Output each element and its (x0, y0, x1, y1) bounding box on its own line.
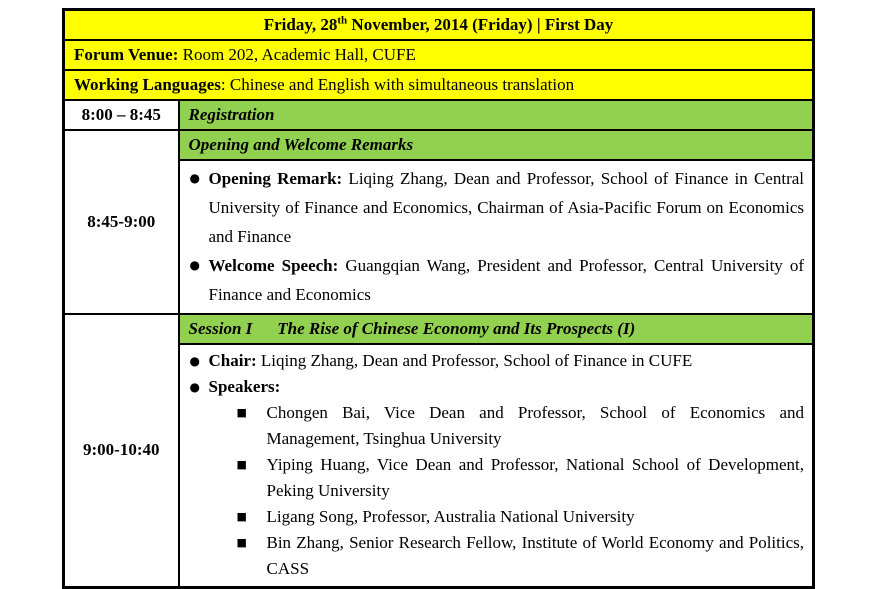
date-ordinal-superscript: th (337, 14, 348, 27)
speaker-text: Bin Zhang, Senior Research Fellow, Institute of World Economy and Politics, CASS (266, 532, 804, 578)
bullet-icon: ● (189, 257, 200, 272)
session1-label: Session I (188, 318, 253, 338)
bullet-icon: ● (189, 170, 200, 185)
agenda-item-chair (180, 348, 805, 374)
day-title-text: Friday, 28 (263, 14, 338, 34)
agenda-item-speakers (180, 374, 805, 400)
square-bullet-icon: ■ (236, 405, 247, 419)
chair-value: Liqing Zhang, Dean and Professor, School of Finance in CUFE (256, 350, 693, 370)
square-bullet-icon: ■ (236, 457, 247, 471)
registration-row (64, 100, 814, 130)
session1-title: The Rise of Chinese Economy and Its Prospects (I) (277, 318, 636, 338)
speakers-label: Speakers: (208, 376, 281, 396)
forum-venue-row (64, 40, 814, 70)
welcome-speech-value: Guangqian Wang, President and Professor, Central University of Finance and Economics (208, 255, 804, 304)
day-title-row (64, 10, 814, 40)
agenda-item-text (209, 374, 805, 400)
time-cell-registration: 8:00 – 8:45 (64, 100, 179, 130)
forum-venue-label: Forum Venue: (74, 44, 179, 64)
opening-remark-value: Liqing Zhang, Dean and Professor, School of Finance in Central University of Finance and Economics, Chairman of Asia-Pacific Forum on Economics and Finance (208, 168, 805, 246)
working-languages-label: Working Languages (74, 74, 221, 94)
schedule-table (62, 8, 815, 589)
session-header-opening: Opening and Welcome Remarks (179, 130, 814, 160)
session1-header-row (64, 314, 814, 344)
speaker-text: Chongen Bai, Vice Dean and Professor, School of Economics and Management, Tsinghua University (266, 402, 804, 448)
working-languages-row (64, 70, 814, 100)
working-languages-cell (64, 70, 814, 100)
working-languages-value: : Chinese and English with simultaneous translation (220, 74, 575, 94)
speaker-item (180, 504, 805, 530)
speaker-text: Yiping Huang, Vice Dean and Professor, National School of Development, Peking University (266, 454, 804, 500)
bullet-icon: ● (189, 353, 200, 368)
speaker-item (180, 452, 805, 504)
speaker-item (180, 400, 805, 452)
session-header-registration: Registration (179, 100, 814, 130)
day-header (64, 10, 814, 40)
square-bullet-icon: ■ (236, 509, 247, 523)
opening-remarks-header-row (64, 130, 814, 160)
forum-venue-value: Room 202, Academic Hall, CUFE (178, 44, 416, 64)
square-bullet-icon: ■ (236, 535, 247, 549)
forum-venue-cell (64, 40, 814, 70)
welcome-speech-label: Welcome Speech: (208, 255, 339, 275)
time-cell-session1: 9:00-10:40 (64, 314, 179, 588)
session-header-session1 (179, 314, 814, 344)
agenda-item-text (209, 251, 805, 309)
chair-label: Chair: (208, 350, 257, 370)
speaker-text: Ligang Song, Professor, Australia National University (266, 506, 635, 526)
opening-remarks-content-cell (179, 160, 814, 314)
agenda-item-welcome-speech (180, 251, 805, 309)
speaker-item (180, 530, 805, 582)
session1-content-cell (179, 344, 814, 588)
bullet-icon: ● (189, 379, 200, 394)
day-title-suffix: November, 2014 (Friday) | First Day (347, 14, 614, 34)
opening-remark-label: Opening Remark: (208, 168, 343, 188)
time-cell-opening: 8:45-9:00 (64, 130, 179, 314)
agenda-item-opening-remark (180, 164, 805, 251)
agenda-item-text (209, 164, 805, 251)
agenda-item-text (209, 348, 805, 374)
